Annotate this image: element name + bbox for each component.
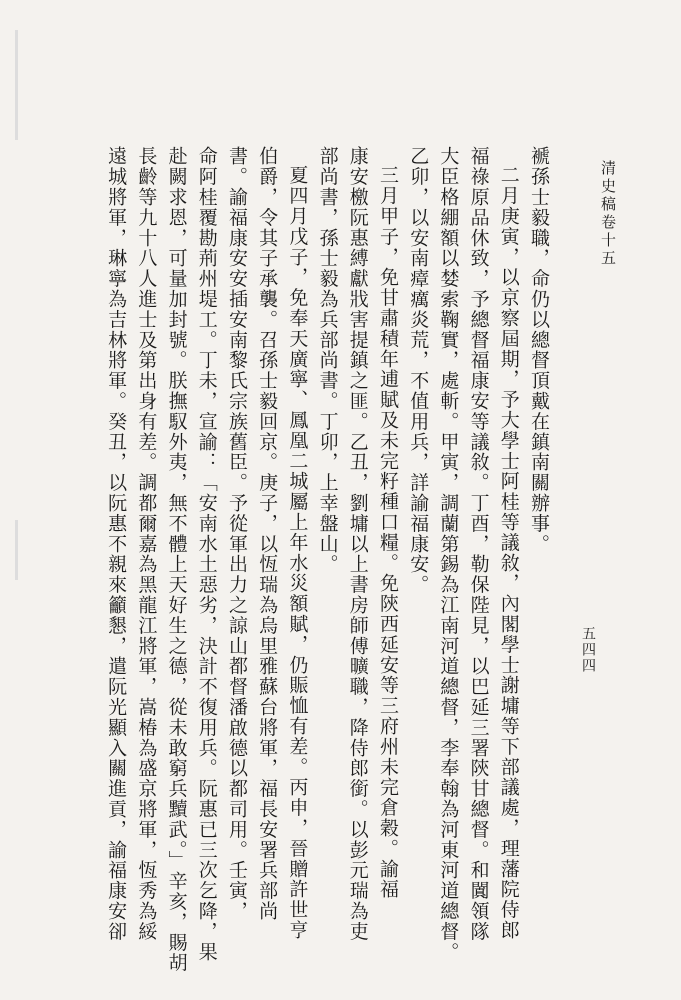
text-column: 部尚書，孫士毅為兵部尚書。丁卯，上幸盤山。 bbox=[316, 146, 339, 575]
scan-edge-mark bbox=[15, 30, 18, 140]
text-column: 大臣格綳額以婪索鞠實，處斬。甲寅，調蘭第錫為江南河道總督，李奉翰為河東河道總督。 bbox=[437, 146, 460, 962]
page-number: 五四四 bbox=[580, 626, 596, 674]
text-column: 書。諭福康安安插安南黎氏宗族舊臣。予從軍出力之諒山都督潘啟德以都司用。壬寅， bbox=[225, 146, 248, 922]
text-column: 二月庚寅，以京察屆期，予大學士阿桂等議敘，內閣學士謝墉等下部議處，理藩院侍郎 bbox=[497, 165, 520, 941]
text-column: 長齡等九十八人進士及第出身有差。調都爾嘉為黑龍江將軍，嵩椿為盛京將軍，恆秀為綏 bbox=[135, 146, 158, 942]
text-column: 褫孫士毅職，命仍以總督頂戴在鎮南關辦事。 bbox=[528, 146, 550, 554]
text-column: 福祿原品休致，予總督福康安等議敘。丁酉，勒保陛見，以巴延三署陝甘總督。和闐領隊 bbox=[467, 146, 490, 942]
text-column: 乙卯，以安南瘴癘炎荒，不值用兵，詳諭福康安。 bbox=[407, 146, 430, 595]
text-column: 夏四月戊子，免奉天廣寧、鳳凰二城屬上年水災額賦，仍賑恤有差。丙申，晉贈許世亨 bbox=[286, 165, 309, 941]
text-column: 伯爵，令其子承襲。召孫士毅回京。庚子，以恆瑞為烏里雅蘇台將軍，福長安署兵部尚 bbox=[256, 146, 279, 922]
scan-edge-mark bbox=[15, 520, 18, 580]
text-column: 赴闕求恩，可量加封號。朕撫馭外夷，無不體上天好生之德，從未敢窮兵黷武。」辛亥，賜胡 bbox=[165, 146, 188, 973]
text-column: 命阿桂覆勘荊州堤工。丁未，宣諭：「安南水土惡劣，決計不復用兵。阮惠已三次乞降，果 bbox=[195, 146, 218, 962]
main-text-block bbox=[105, 146, 554, 973]
text-column: 遠城將軍，琳寧為吉林將軍。癸丑，以阮惠不親來籲懇，遣阮光顯入關進貢，諭福康安卻 bbox=[105, 146, 128, 942]
text-column: 三月甲子，免甘肅積年逋賦及未完籽種口糧。免陝西延安等三府州未完倉穀。諭福 bbox=[376, 165, 399, 900]
text-column: 康安檄阮惠縛獻戕害提鎮之匪。乙丑，劉墉以上書房師傅曠職，降侍郎銜。以彭元瑞為吏 bbox=[346, 146, 369, 942]
running-header: 清史稿卷十五 bbox=[599, 160, 617, 268]
